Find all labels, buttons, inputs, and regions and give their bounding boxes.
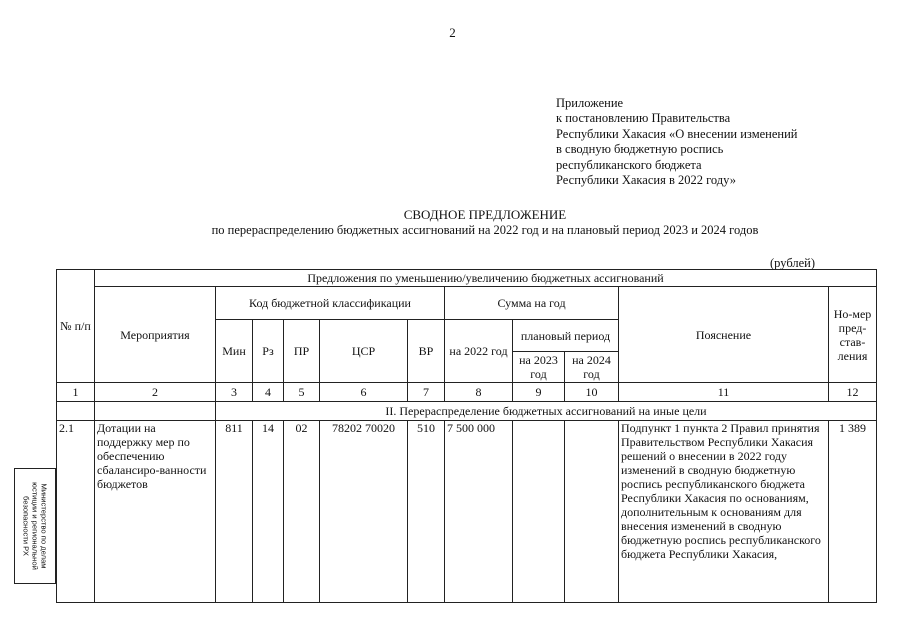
column-number: 12: [829, 383, 877, 402]
appendix-line: республиканского бюджета: [556, 157, 702, 172]
header-explanation: Пояснение: [619, 287, 829, 383]
column-number: 11: [619, 383, 829, 402]
header-csr: ЦСР: [320, 320, 408, 383]
header-proposals: Предложения по уменьшению/увеличению бюджетных ассигнований: [95, 270, 877, 287]
table-row: [57, 421, 877, 603]
units-label: (рублей): [770, 256, 816, 270]
header-sum-year: Сумма на год: [445, 287, 619, 320]
row-csr: 78202 70020: [320, 421, 408, 603]
header-measures: Мероприятия: [95, 287, 216, 383]
header-planned-period: плановый период: [513, 320, 619, 352]
column-number: 9: [513, 383, 565, 402]
header-year-2023: на 2023 год: [513, 352, 565, 383]
column-number: 5: [284, 383, 320, 402]
header-year-2024: на 2024 год: [565, 352, 619, 383]
stamp-text: Министерство по делам юстиции и региональной безопасности РХ: [21, 482, 49, 570]
page-number: 2: [449, 25, 456, 40]
appendix-line: Республики Хакасия «О внесении изменений: [556, 126, 798, 141]
appendix-line: в сводную бюджетную роспись: [556, 142, 724, 157]
row-min: 811: [216, 421, 253, 603]
column-number: 6: [320, 383, 408, 402]
column-number: 4: [253, 383, 284, 402]
row-rz: 14: [253, 421, 284, 603]
column-number: 8: [445, 383, 513, 402]
row-sum-2024: [565, 421, 619, 603]
row-measure: Дотации на поддержку мер по обеспечению сбалансиро-ванности бюджетов: [95, 421, 216, 603]
appendix-line: к постановлению Правительства: [556, 111, 731, 126]
header-rz: Рз: [253, 320, 284, 383]
row-sum-2023: [513, 421, 565, 603]
header-proposal-no: Но-мер пред-став-ления: [829, 287, 877, 383]
appendix-note: [556, 96, 797, 188]
column-number: 1: [57, 383, 95, 402]
header-min: Мин: [216, 320, 253, 383]
row-num: 2.1: [57, 421, 95, 603]
appendix-line: Приложение: [556, 96, 624, 110]
column-number: 2: [95, 383, 216, 402]
column-number: 10: [565, 383, 619, 402]
row-vr: 510: [408, 421, 445, 603]
registration-stamp: [14, 468, 56, 584]
appendix-line: Республики Хакасия в 2022 году»: [556, 173, 736, 188]
budget-table: [56, 269, 877, 603]
document-title: СВОДНОЕ ПРЕДЛОЖЕНИЕ: [403, 207, 567, 222]
document-subtitle: по перераспределению бюджетных ассигнований на 2022 год и на плановый период 2023 и 2024 годов: [211, 223, 759, 237]
row-pr: 02: [284, 421, 320, 603]
header-budget-code: Код бюджетной классификации: [216, 287, 445, 320]
row-sum-2022: 7 500 000: [445, 421, 513, 603]
column-number: 7: [408, 383, 445, 402]
header-pr: ПР: [284, 320, 320, 383]
header-num: № п/п: [57, 270, 95, 383]
column-number: 3: [216, 383, 253, 402]
section-title: II. Перераспределение бюджетных ассигнований на иные цели: [216, 402, 877, 421]
row-explanation: Подпункт 1 пункта 2 Правил принятия Правительством Республики Хакасия решений о внесении в 2022 году изменений в сводную бюджетную роспись республиканского бюджета Республики Хакасия по основаниям, дополнительным к основаниям для внесения изменений в сводную бюджетную роспись республиканского бюджета Республики Хакасия,: [619, 421, 829, 603]
row-proposal-no: 1 389: [829, 421, 877, 603]
header-vr: ВР: [408, 320, 445, 383]
header-year-2022: на 2022 год: [445, 320, 513, 383]
